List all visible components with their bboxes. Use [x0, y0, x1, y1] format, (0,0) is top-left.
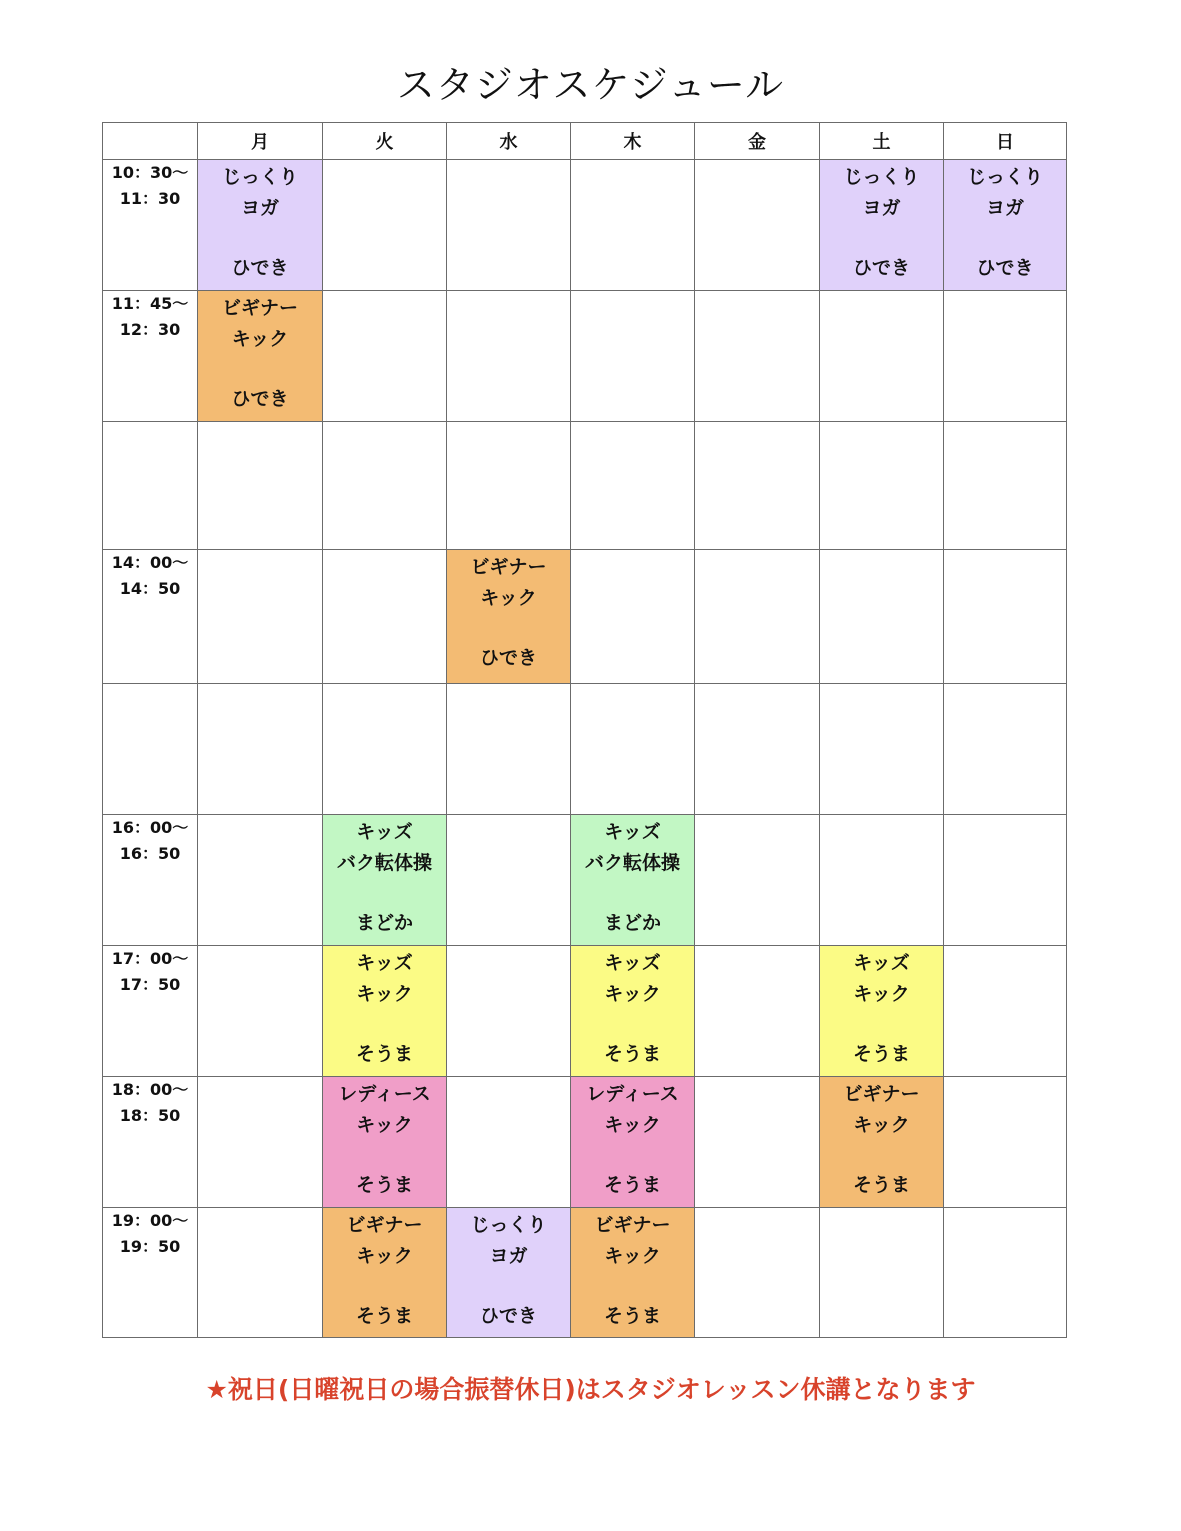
class-name: キッズ: [853, 952, 910, 974]
instructor-name: そうま: [603, 1305, 661, 1327]
time-end: 16：50: [119, 844, 181, 863]
empty-cell: [323, 684, 447, 815]
time-row: [103, 160, 1067, 291]
class-type: キック: [604, 1245, 661, 1267]
class-name: レディース: [338, 1083, 431, 1105]
time-end: 17：50: [119, 975, 181, 994]
class-cell: [447, 1208, 571, 1338]
schedule-table: [102, 122, 1067, 1338]
empty-cell: [571, 291, 695, 422]
empty-cell: [695, 422, 820, 550]
page-title: スタジオスケジュール: [396, 63, 785, 107]
header-corner: [103, 123, 198, 160]
class-name: ビギナー: [594, 1214, 671, 1236]
instructor-name: そうま: [852, 1174, 910, 1196]
class-name: ビギナー: [346, 1214, 423, 1236]
day-header-fri: 金: [695, 123, 820, 160]
class-name: キッズ: [604, 952, 661, 974]
class-name: じっくり: [470, 1214, 547, 1236]
day-header-row: [103, 123, 1067, 160]
time-row: [103, 684, 1067, 815]
time-start: 17：00〜: [111, 949, 189, 968]
time-start: 14：00〜: [111, 553, 189, 572]
empty-cell: [447, 946, 571, 1077]
class-name: ビギナー: [221, 297, 298, 319]
empty-cell: [944, 550, 1067, 684]
time-end: 11：30: [119, 189, 181, 208]
day-header-sat: 土: [820, 123, 944, 160]
class-cell: [571, 1208, 695, 1338]
time-row: [103, 550, 1067, 684]
empty-cell: [323, 422, 447, 550]
empty-cell: [447, 1077, 571, 1208]
time-end: 12：30: [119, 320, 181, 339]
time-start: 18：00〜: [111, 1080, 189, 1099]
time-slot: [103, 160, 198, 291]
class-name: じっくり: [221, 166, 298, 188]
class-type: キック: [356, 983, 413, 1005]
instructor-name: まどか: [355, 912, 413, 934]
class-cell: [820, 1077, 944, 1208]
time-row: [103, 291, 1067, 422]
empty-cell: [820, 815, 944, 946]
empty-cell: [944, 684, 1067, 815]
empty-cell: [695, 1077, 820, 1208]
class-type: キック: [480, 587, 537, 609]
class-type: キック: [604, 983, 661, 1005]
empty-cell: [944, 946, 1067, 1077]
class-cell: [571, 1077, 695, 1208]
time-start: 19：00〜: [111, 1211, 189, 1230]
time-end: 19：50: [119, 1237, 181, 1256]
class-type: キック: [853, 1114, 910, 1136]
time-row: [103, 946, 1067, 1077]
empty-cell: [944, 1208, 1067, 1338]
time-row: [103, 1208, 1067, 1338]
class-cell: [198, 291, 323, 422]
class-name: じっくり: [966, 166, 1043, 188]
class-cell: [323, 1077, 447, 1208]
time-slot: [103, 1208, 198, 1338]
class-cell: [198, 160, 323, 291]
class-type: キック: [231, 328, 289, 350]
class-name: レディース: [586, 1083, 679, 1105]
instructor-name: そうま: [355, 1043, 413, 1065]
empty-cell: [820, 291, 944, 422]
empty-cell: [198, 550, 323, 684]
time-row: [103, 815, 1067, 946]
class-cell: [447, 550, 571, 684]
empty-cell: [198, 1208, 323, 1338]
class-type: バク転体操: [584, 852, 680, 874]
class-cell: [323, 815, 447, 946]
class-type: キック: [356, 1245, 413, 1267]
empty-cell: [447, 422, 571, 550]
class-cell: [323, 1208, 447, 1338]
day-header-thu: 木: [571, 123, 695, 160]
empty-cell: [323, 291, 447, 422]
class-type: バク転体操: [336, 852, 432, 874]
schedule-body: [103, 160, 1067, 1338]
empty-cell: [944, 291, 1067, 422]
class-cell: [820, 946, 944, 1077]
class-name: キッズ: [356, 821, 413, 843]
empty-cell: [447, 160, 571, 291]
instructor-name: ひでき: [852, 257, 910, 279]
instructor-name: ひでき: [231, 257, 289, 279]
class-cell: [323, 946, 447, 1077]
class-type: ヨガ: [240, 197, 279, 219]
empty-cell: [571, 684, 695, 815]
empty-cell: [323, 550, 447, 684]
time-slot: [103, 291, 198, 422]
day-header-sun: 日: [944, 123, 1067, 160]
empty-cell: [447, 815, 571, 946]
class-cell: [571, 946, 695, 1077]
empty-cell: [571, 422, 695, 550]
empty-cell: [820, 550, 944, 684]
day-header-mon: 月: [198, 123, 323, 160]
time-end: 18：50: [119, 1106, 181, 1125]
empty-cell: [447, 291, 571, 422]
empty-cell: [944, 1077, 1067, 1208]
class-type: ヨガ: [862, 197, 901, 219]
instructor-name: そうま: [603, 1043, 661, 1065]
instructor-name: まどか: [603, 912, 661, 934]
empty-cell: [571, 550, 695, 684]
empty-cell: [695, 815, 820, 946]
class-type: キック: [853, 983, 910, 1005]
time-slot: [103, 684, 198, 815]
time-slot: [103, 1077, 198, 1208]
empty-cell: [820, 1208, 944, 1338]
class-type: キック: [356, 1114, 413, 1136]
class-cell: [571, 815, 695, 946]
instructor-name: ひでき: [231, 388, 289, 410]
empty-cell: [695, 946, 820, 1077]
class-type: ヨガ: [985, 197, 1024, 219]
class-name: じっくり: [843, 166, 920, 188]
time-row: [103, 1077, 1067, 1208]
time-row: [103, 422, 1067, 550]
instructor-name: ひでき: [976, 257, 1034, 279]
empty-cell: [198, 946, 323, 1077]
class-cell: [820, 160, 944, 291]
class-type: ヨガ: [489, 1245, 528, 1267]
empty-cell: [695, 160, 820, 291]
instructor-name: そうま: [355, 1305, 413, 1327]
time-start: 10：30〜: [111, 163, 189, 182]
instructor-name: ひでき: [479, 647, 537, 669]
holiday-notice: ★祝日(日曜祝日の場合振替休日)はスタジオレッスン休講となります: [205, 1375, 976, 1404]
class-name: ビギナー: [843, 1083, 920, 1105]
empty-cell: [323, 160, 447, 291]
day-header-wed: 水: [447, 123, 571, 160]
class-cell: [944, 160, 1067, 291]
instructor-name: そうま: [603, 1174, 661, 1196]
instructor-name: そうま: [852, 1043, 910, 1065]
instructor-name: ひでき: [479, 1305, 537, 1327]
class-name: キッズ: [604, 821, 661, 843]
class-name: ビギナー: [470, 556, 547, 578]
empty-cell: [695, 1208, 820, 1338]
empty-cell: [944, 815, 1067, 946]
empty-cell: [198, 1077, 323, 1208]
empty-cell: [198, 684, 323, 815]
time-end: 14：50: [119, 579, 181, 598]
time-slot: [103, 946, 198, 1077]
empty-cell: [198, 815, 323, 946]
time-slot: [103, 422, 198, 550]
time-slot: [103, 550, 198, 684]
class-name: キッズ: [356, 952, 413, 974]
empty-cell: [695, 684, 820, 815]
time-start: 11：45〜: [111, 294, 189, 313]
empty-cell: [447, 684, 571, 815]
day-header-tue: 火: [323, 123, 447, 160]
empty-cell: [695, 291, 820, 422]
instructor-name: そうま: [355, 1174, 413, 1196]
time-start: 16：00〜: [111, 818, 189, 837]
empty-cell: [944, 422, 1067, 550]
empty-cell: [695, 550, 820, 684]
time-slot: [103, 815, 198, 946]
class-type: キック: [604, 1114, 661, 1136]
empty-cell: [820, 422, 944, 550]
empty-cell: [820, 684, 944, 815]
empty-cell: [198, 422, 323, 550]
empty-cell: [571, 160, 695, 291]
